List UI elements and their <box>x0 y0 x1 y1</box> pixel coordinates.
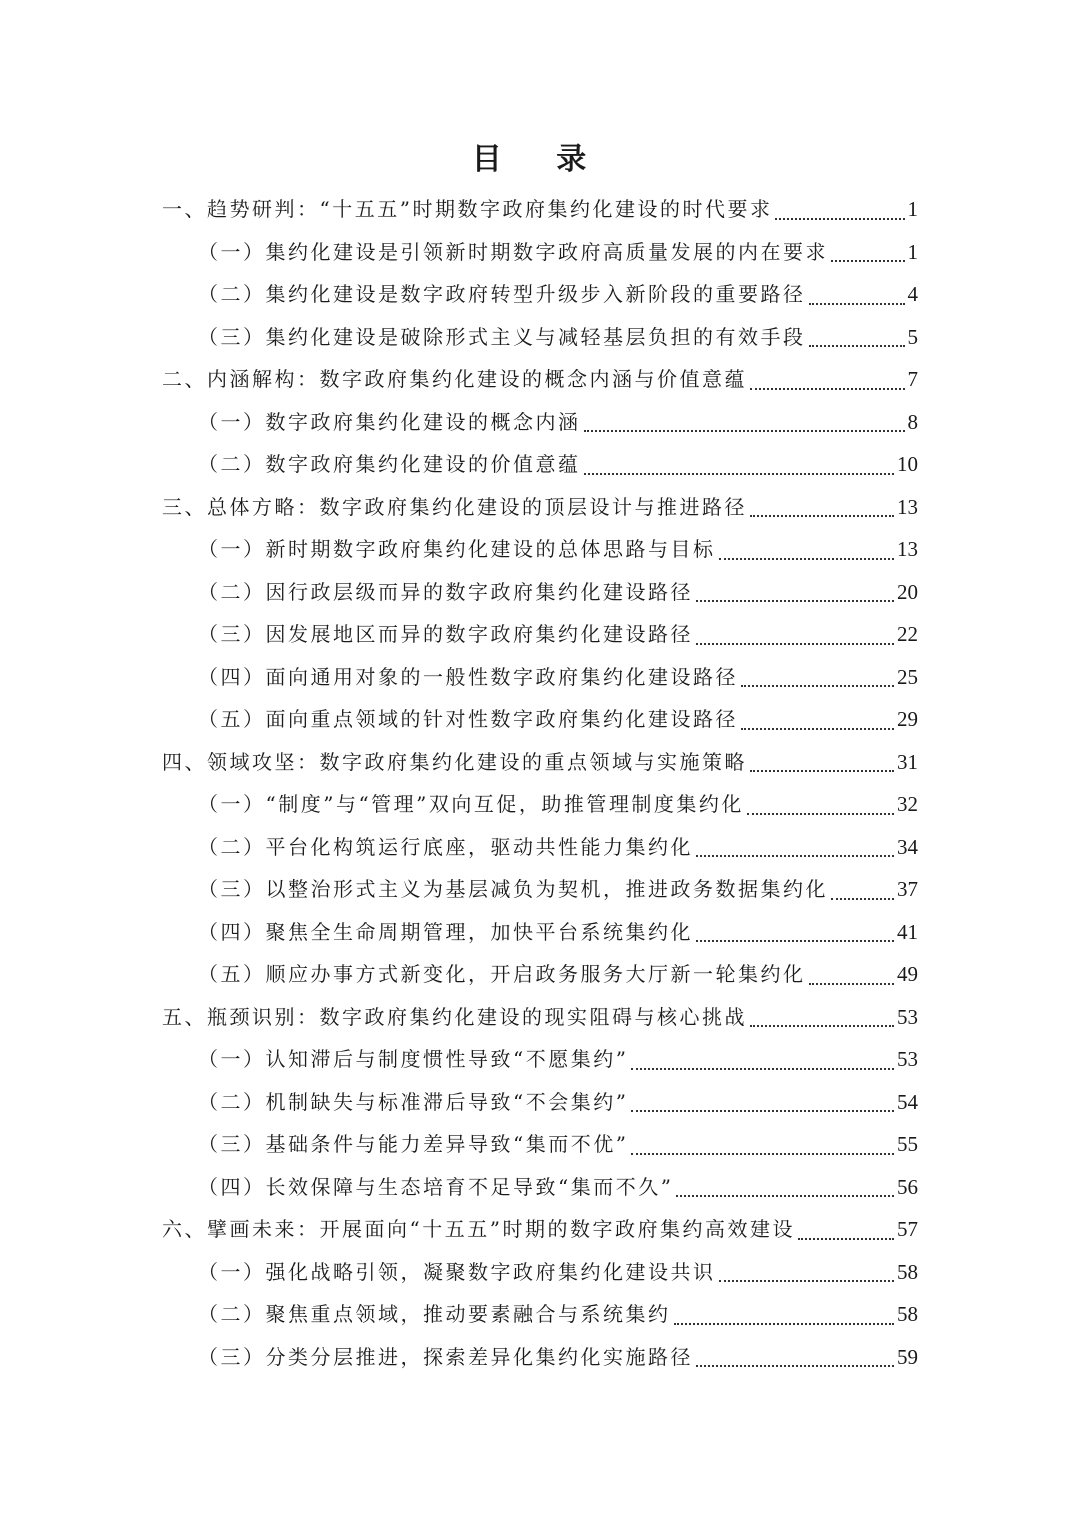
toc-entry-title: （二）因行政层级而异的数字政府集约化建设路径 <box>198 579 693 604</box>
toc-dot-leader <box>696 1364 894 1367</box>
toc-page-number: 25 <box>897 664 918 689</box>
toc-page-number: 57 <box>897 1217 918 1241</box>
toc-page-number: 13 <box>897 537 918 561</box>
table-of-contents <box>162 188 918 1378</box>
toc-page-number: 20 <box>897 579 918 604</box>
toc-section-entry[interactable] <box>162 868 918 911</box>
toc-section-entry[interactable] <box>162 1293 918 1336</box>
toc-page-number: 55 <box>897 1132 918 1156</box>
toc-page-number: 41 <box>897 919 918 944</box>
toc-dot-leader <box>750 769 894 772</box>
toc-section-entry[interactable] <box>162 316 918 359</box>
toc-section-entry[interactable] <box>162 1336 918 1379</box>
toc-entry-title: （三）分类分层推进，探索差异化集约化实施路径 <box>198 1344 693 1369</box>
toc-dot-leader <box>750 387 905 390</box>
toc-section-entry[interactable] <box>162 1081 918 1124</box>
toc-entry-title: （二）聚焦重点领域，推动要素融合与系统集约 <box>198 1302 671 1326</box>
toc-entry-title: （二）机制缺失与标准滞后导致“不会集约” <box>198 1089 629 1114</box>
toc-section-entry[interactable] <box>162 826 918 869</box>
toc-entry-title: （一）认知滞后与制度惯性导致“不愿集约” <box>198 1047 629 1071</box>
toc-page-number: 13 <box>897 494 918 519</box>
toc-page-number: 1 <box>907 239 918 264</box>
toc-section-entry[interactable] <box>162 1123 918 1166</box>
toc-chapter-entry[interactable] <box>162 486 918 529</box>
toc-page-number: 58 <box>897 1259 918 1284</box>
toc-entry-title: （一）强化战略引领，凝聚数字政府集约化建设共识 <box>198 1259 716 1284</box>
toc-entry-title: （五）面向重点领域的针对性数字政府集约化建设路径 <box>198 707 738 731</box>
toc-page-number: 22 <box>897 622 918 646</box>
toc-chapter-entry[interactable] <box>162 188 918 231</box>
toc-section-entry[interactable] <box>162 1038 918 1081</box>
toc-dot-leader <box>696 642 894 645</box>
toc-page-number: 7 <box>907 367 918 391</box>
toc-chapter-entry[interactable] <box>162 996 918 1039</box>
toc-page-number: 5 <box>907 324 918 349</box>
toc-section-entry[interactable] <box>162 273 918 316</box>
toc-entry-title: （五）顺应办事方式新变化，开启政务服务大厅新一轮集约化 <box>198 962 806 986</box>
toc-entry-title: （三）集约化建设是破除形式主义与减轻基层负担的有效手段 <box>198 324 806 349</box>
toc-entry-title: （四）聚焦全生命周期管理，加快平台系统集约化 <box>198 919 693 944</box>
toc-dot-leader <box>750 1024 894 1027</box>
toc-page-number: 10 <box>897 452 918 476</box>
toc-dot-leader <box>798 1237 894 1240</box>
toc-entry-title: （一）新时期数字政府集约化建设的总体思路与目标 <box>198 537 716 561</box>
toc-section-entry[interactable] <box>162 613 918 656</box>
toc-page-number: 8 <box>907 409 918 434</box>
toc-dot-leader <box>809 344 905 347</box>
toc-entry-title: 四、领域攻坚：数字政府集约化建设的重点领域与实施策略 <box>162 749 747 774</box>
toc-dot-leader <box>831 897 894 900</box>
toc-chapter-entry[interactable] <box>162 741 918 784</box>
toc-page-number: 31 <box>897 749 918 774</box>
toc-dot-leader <box>809 982 895 985</box>
toc-section-entry[interactable] <box>162 1166 918 1209</box>
page-title: 目 录 <box>471 142 609 177</box>
toc-section-entry[interactable] <box>162 231 918 274</box>
toc-entry-title: （二）数字政府集约化建设的价值意蕴 <box>198 452 581 476</box>
toc-page-number: 1 <box>907 197 918 221</box>
toc-page-number: 34 <box>897 834 918 859</box>
toc-dot-leader <box>747 812 894 815</box>
toc-page-number: 37 <box>897 877 918 901</box>
toc-page-number: 53 <box>897 1047 918 1071</box>
toc-entry-title: （一）集约化建设是引领新时期数字政府高质量发展的内在要求 <box>198 239 828 264</box>
toc-dot-leader <box>584 429 905 432</box>
toc-section-entry[interactable] <box>162 443 918 486</box>
toc-entry-title: 二、内涵解构：数字政府集约化建设的概念内涵与价值意蕴 <box>162 367 747 391</box>
toc-entry-title: （一）数字政府集约化建设的概念内涵 <box>198 409 581 434</box>
toc-entry-title: 六、擘画未来：开展面向“十五五”时期的数字政府集约高效建设 <box>162 1217 795 1241</box>
toc-dot-leader <box>741 684 894 687</box>
toc-dot-leader <box>831 259 905 262</box>
toc-dot-leader <box>775 217 904 220</box>
toc-dot-leader <box>696 939 894 942</box>
toc-page-number: 58 <box>897 1302 918 1326</box>
toc-entry-title: 一、趋势研判：“十五五”时期数字政府集约化建设的时代要求 <box>162 197 773 221</box>
toc-dot-leader <box>719 557 895 560</box>
toc-chapter-entry[interactable] <box>162 1208 918 1251</box>
toc-dot-leader <box>719 1279 895 1282</box>
toc-page-number: 32 <box>897 792 918 816</box>
toc-page-number: 54 <box>897 1089 918 1114</box>
toc-entry-title: （三）基础条件与能力差异导致“集而不优” <box>198 1132 629 1156</box>
toc-section-entry[interactable] <box>162 953 918 996</box>
toc-section-entry[interactable] <box>162 571 918 614</box>
toc-page-number: 4 <box>907 282 918 306</box>
toc-dot-leader <box>809 302 905 305</box>
toc-entry-title: （二）平台化构筑运行底座，驱动共性能力集约化 <box>198 834 693 859</box>
toc-page-number: 29 <box>897 707 918 731</box>
toc-section-entry[interactable] <box>162 911 918 954</box>
toc-page-number: 56 <box>897 1174 918 1199</box>
toc-entry-title: 三、总体方略：数字政府集约化建设的顶层设计与推进路径 <box>162 494 747 519</box>
toc-section-entry[interactable] <box>162 698 918 741</box>
toc-chapter-entry[interactable] <box>162 358 918 401</box>
toc-dot-leader <box>631 1109 894 1112</box>
toc-page-number: 49 <box>897 962 918 986</box>
toc-dot-leader <box>750 514 894 517</box>
toc-section-entry[interactable] <box>162 783 918 826</box>
toc-entry-title: （三）因发展地区而异的数字政府集约化建设路径 <box>198 622 693 646</box>
toc-entry-title: （三）以整治形式主义为基层减负为契机，推进政务数据集约化 <box>198 877 828 901</box>
toc-section-entry[interactable] <box>162 401 918 444</box>
toc-entry-title: （四）面向通用对象的一般性数字政府集约化建设路径 <box>198 664 738 689</box>
toc-dot-leader <box>741 727 894 730</box>
toc-dot-leader <box>674 1322 895 1325</box>
toc-section-entry[interactable] <box>162 656 918 699</box>
toc-page-number: 59 <box>897 1344 918 1369</box>
toc-dot-leader <box>584 472 895 475</box>
toc-entry-title: （二）集约化建设是数字政府转型升级步入新阶段的重要路径 <box>198 282 806 306</box>
toc-entry-title: （一）“制度”与“管理”双向互促，助推管理制度集约化 <box>198 792 744 816</box>
toc-dot-leader <box>696 854 894 857</box>
toc-dot-leader <box>631 1152 894 1155</box>
toc-dot-leader <box>631 1067 894 1070</box>
toc-entry-title: （四）长效保障与生态培育不足导致“集而不久” <box>198 1174 674 1199</box>
toc-section-entry[interactable] <box>162 528 918 571</box>
toc-section-entry[interactable] <box>162 1251 918 1294</box>
toc-entry-title: 五、瓶颈识别：数字政府集约化建设的现实阻碍与核心挑战 <box>162 1004 747 1029</box>
toc-dot-leader <box>696 599 894 602</box>
toc-page-number: 53 <box>897 1004 918 1029</box>
toc-dot-leader <box>676 1194 894 1197</box>
